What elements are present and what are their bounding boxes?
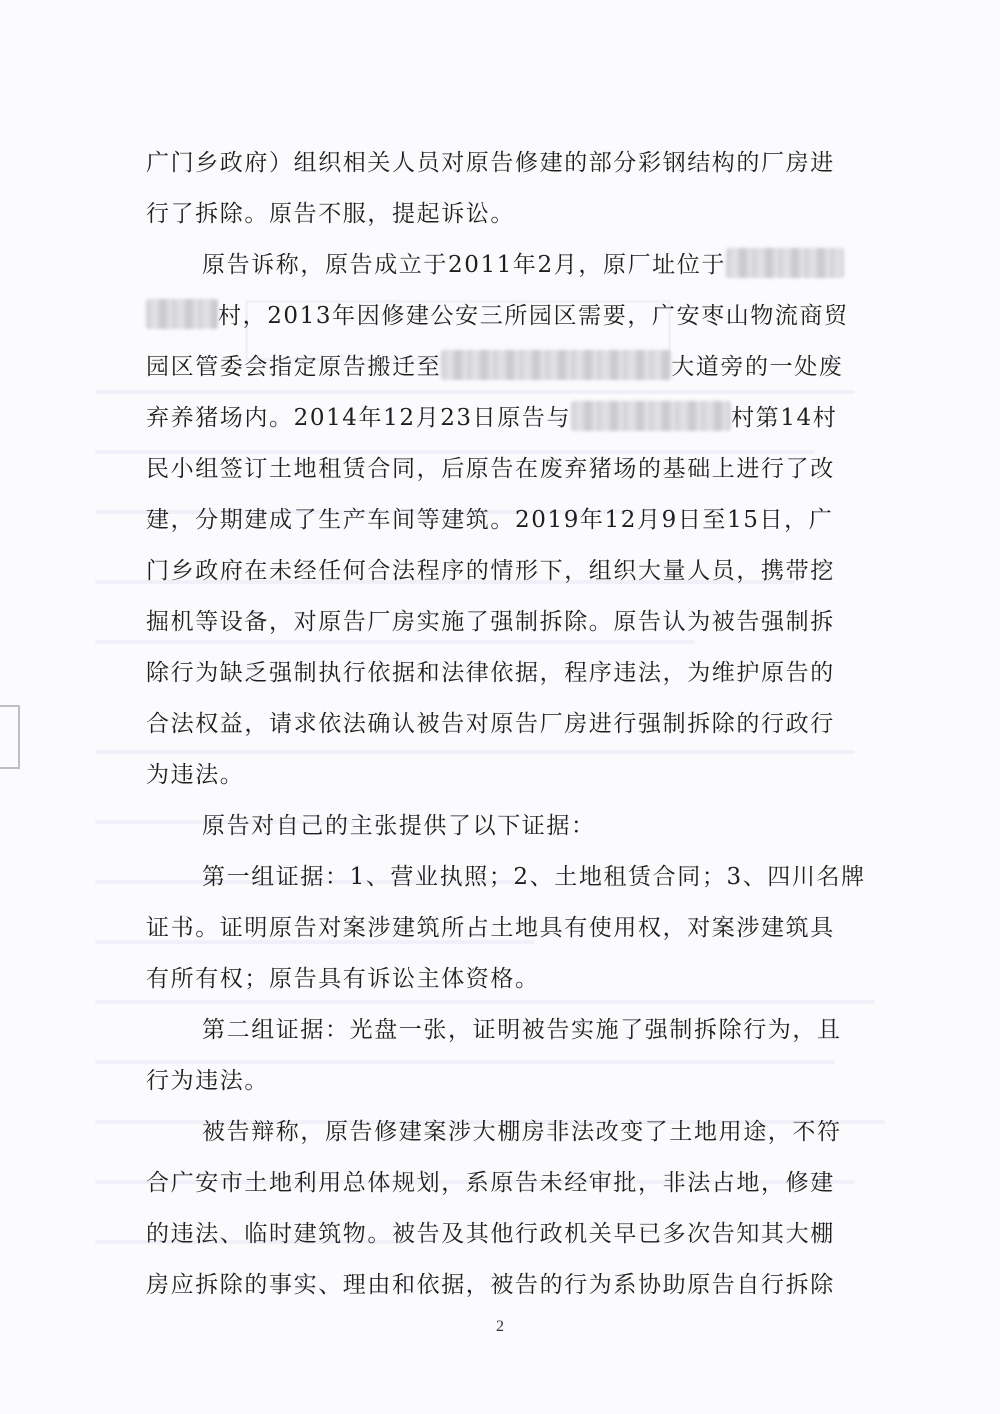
line-text: 行了拆除。原告不服，提起诉讼。 bbox=[146, 201, 515, 227]
text-line bbox=[146, 954, 886, 1005]
text-line bbox=[146, 903, 886, 954]
line-text: 第二组证据：光盘一张，证明被告实施了强制拆除行为，且 bbox=[202, 1017, 842, 1043]
text-line bbox=[146, 342, 886, 393]
line-text: 第一组证据：1、营业执照；2、土地租赁合同；3、四川名牌 bbox=[202, 864, 866, 890]
line-text: 合广安市土地利用总体规划，系原告未经审批，非法占地，修建 bbox=[146, 1170, 835, 1196]
line-text: 原告对自己的主张提供了以下证据： bbox=[202, 813, 596, 839]
binder-hole-mark bbox=[0, 705, 20, 769]
text-line bbox=[146, 597, 886, 648]
line-text: 广门乡政府）组织相关人员对原告修建的部分彩钢结构的厂房进 bbox=[146, 150, 835, 176]
line-text: 大道旁的一处废 bbox=[671, 354, 844, 380]
line-text: 有所有权；原告具有诉讼主体资格。 bbox=[146, 966, 540, 992]
document-body bbox=[146, 138, 886, 1311]
line-text: 被告辩称，原告修建案涉大棚房非法改变了土地用途，不符 bbox=[202, 1119, 842, 1145]
line-text: 民小组签订土地租赁合同，后原告在废弃猪场的基础上进行了改 bbox=[146, 456, 835, 482]
text-line bbox=[146, 699, 886, 750]
text-line bbox=[146, 138, 886, 189]
line-text: 行为违法。 bbox=[146, 1068, 269, 1094]
text-line bbox=[146, 1260, 886, 1311]
text-line bbox=[146, 1158, 886, 1209]
redacted-address-1 bbox=[726, 248, 844, 278]
text-line bbox=[146, 1209, 886, 1260]
text-line bbox=[146, 648, 886, 699]
line-text: 弃养猪场内。2014年12月23日原告与 bbox=[146, 405, 572, 431]
text-line bbox=[146, 393, 886, 444]
line-text: 为违法。 bbox=[146, 762, 245, 788]
line-text: 村第14村 bbox=[731, 405, 838, 431]
line-text: 的违法、临时建筑物。被告及其他行政机关早已多次告知其大棚 bbox=[146, 1221, 835, 1247]
text-line bbox=[146, 750, 886, 801]
redacted-address-3 bbox=[441, 350, 671, 380]
line-text: 村，2013年因修建公安三所园区需要，广安枣山物流商贸 bbox=[218, 303, 849, 329]
line-text: 园区管委会指定原告搬迁至 bbox=[146, 354, 442, 380]
line-text: 原告诉称，原告成立于2011年2月，原厂址位于 bbox=[202, 252, 726, 278]
text-line bbox=[146, 546, 886, 597]
page-number: 2 bbox=[496, 1318, 504, 1335]
redacted-village bbox=[571, 401, 731, 431]
redacted-address-2 bbox=[146, 299, 218, 329]
text-line bbox=[146, 495, 886, 546]
line-text: 掘机等设备，对原告厂房实施了强制拆除。原告认为被告强制拆 bbox=[146, 609, 835, 635]
paragraph-start-line bbox=[146, 240, 886, 291]
line-text: 门乡政府在未经任何合法程序的情形下，组织大量人员，携带挖 bbox=[146, 558, 835, 584]
line-text: 房应拆除的事实、理由和依据，被告的行为系协助原告自行拆除 bbox=[146, 1272, 835, 1298]
text-line bbox=[146, 444, 886, 495]
line-text: 建，分期建成了生产车间等建筑。2019年12月9日至15日，广 bbox=[146, 507, 834, 533]
paragraph-start-line bbox=[146, 801, 886, 852]
paragraph-start-line bbox=[146, 1107, 886, 1158]
line-text: 除行为缺乏强制执行依据和法律依据，程序违法，为维护原告的 bbox=[146, 660, 835, 686]
paragraph-start-line bbox=[146, 1005, 886, 1056]
paragraph-start-line bbox=[146, 852, 886, 903]
line-text: 合法权益，请求依法确认被告对原告厂房进行强制拆除的行政行 bbox=[146, 711, 835, 737]
line-text: 证书。证明原告对案涉建筑所占土地具有使用权，对案涉建筑具 bbox=[146, 915, 835, 941]
text-line bbox=[146, 189, 886, 240]
text-line bbox=[146, 1056, 886, 1107]
text-line bbox=[146, 291, 886, 342]
